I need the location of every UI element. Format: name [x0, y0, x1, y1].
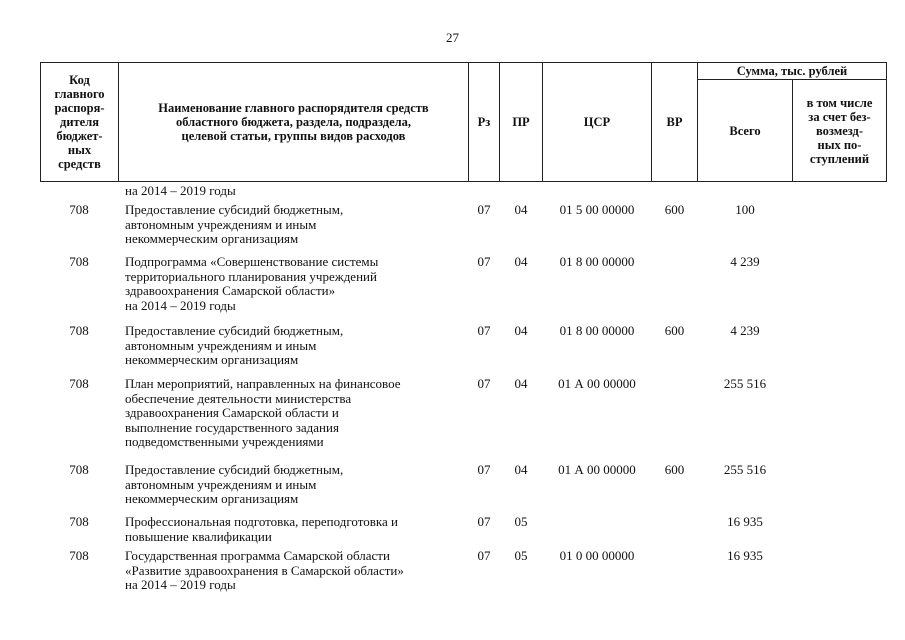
cell-code: 708 — [69, 376, 89, 391]
cell-vr: 600 — [664, 202, 685, 217]
cell-code: 708 — [69, 462, 89, 477]
cell-csr: 01 А 00 00000 — [558, 376, 636, 391]
cell-csr: 01 0 00 00000 — [559, 548, 635, 563]
cell-name: Предоставление субсидий бюджетным, автономным учреждениям и иным некоммерческим организациям — [125, 202, 344, 247]
cell-code: 708 — [69, 202, 89, 217]
cell-name: План мероприятий, направленных на финансовое обеспечение деятельности министерства здравоохранения Самарской области и выполнение государственного задания подведомственными учреждениями — [125, 376, 401, 450]
cell-code: 708 — [69, 514, 89, 529]
cell-total: 4 239 — [730, 254, 760, 269]
header-name: Наименование главного распорядителя средств областного бюджета, раздела, подраздела, целевой статьи, группы видов расходов — [118, 62, 469, 182]
cell-pr: 04 — [514, 462, 528, 477]
cell-pr: 04 — [514, 323, 528, 338]
page-number: 27 — [446, 30, 459, 45]
header-total: Всего — [697, 79, 793, 182]
cell-pr: 04 — [514, 254, 528, 269]
cell-total: 100 — [735, 202, 755, 217]
cell-vr: 600 — [664, 323, 685, 338]
cell-name: Предоставление субсидий бюджетным, автономным учреждениям и иным некоммерческим организациям — [125, 323, 344, 368]
cell-pr: 04 — [514, 376, 528, 391]
cell-code: 708 — [69, 323, 89, 338]
cell-code: 708 — [69, 548, 89, 563]
cell-rz: 07 — [477, 254, 491, 269]
cell-csr: 01 5 00 00000 — [559, 202, 635, 217]
table-header — [40, 62, 887, 182]
cell-csr: 01 8 00 00000 — [559, 323, 635, 338]
cell-rz: 07 — [477, 323, 491, 338]
header-rz: Рз — [468, 62, 500, 182]
header-pr: ПР — [499, 62, 543, 182]
cell-name: Подпрограмма «Совершенствование системы территориального планирования учреждений здравоохранения Самарской области» на 2014 – 2019 годы — [125, 254, 379, 313]
cell-pr: 05 — [514, 514, 528, 529]
cell-total: 255 516 — [723, 376, 767, 391]
header-csr: ЦСР — [542, 62, 652, 182]
cell-rz: 07 — [477, 376, 491, 391]
cell-rz: 07 — [477, 202, 491, 217]
cell-total: 255 516 — [723, 462, 767, 477]
cell-rz: 07 — [477, 462, 491, 477]
cell-vr: 600 — [664, 462, 685, 477]
cell-rz: 07 — [477, 514, 491, 529]
header-grants: в том числе за счет без- возмезд- ных по- ступлений — [792, 79, 887, 182]
header-vr: ВР — [651, 62, 698, 182]
cell-pr: 05 — [514, 548, 528, 563]
cell-rz: 07 — [477, 548, 491, 563]
cell-name: Государственная программа Самарской области «Развитие здравоохранения в Самарской области» на 2014 – 2019 годы — [125, 548, 404, 593]
header-sum: Сумма, тыс. рублей — [697, 62, 887, 80]
cell-name: Предоставление субсидий бюджетным, автономным учреждениям и иным некоммерческим организациям — [125, 462, 344, 507]
cell-total: 4 239 — [730, 323, 760, 338]
cell-csr: 01 8 00 00000 — [559, 254, 635, 269]
header-code: Код главного распоря- дителя бюджет- ных средств — [40, 62, 119, 182]
cell-csr: 01 А 00 00000 — [558, 462, 636, 477]
cell-total: 16 935 — [727, 514, 763, 529]
continuation-text: на 2014 – 2019 годы — [125, 183, 236, 198]
cell-total: 16 935 — [727, 548, 763, 563]
cell-pr: 04 — [514, 202, 528, 217]
cell-name: Профессиональная подготовка, переподготовка и повышение квалификации — [125, 514, 398, 544]
cell-code: 708 — [69, 254, 89, 269]
